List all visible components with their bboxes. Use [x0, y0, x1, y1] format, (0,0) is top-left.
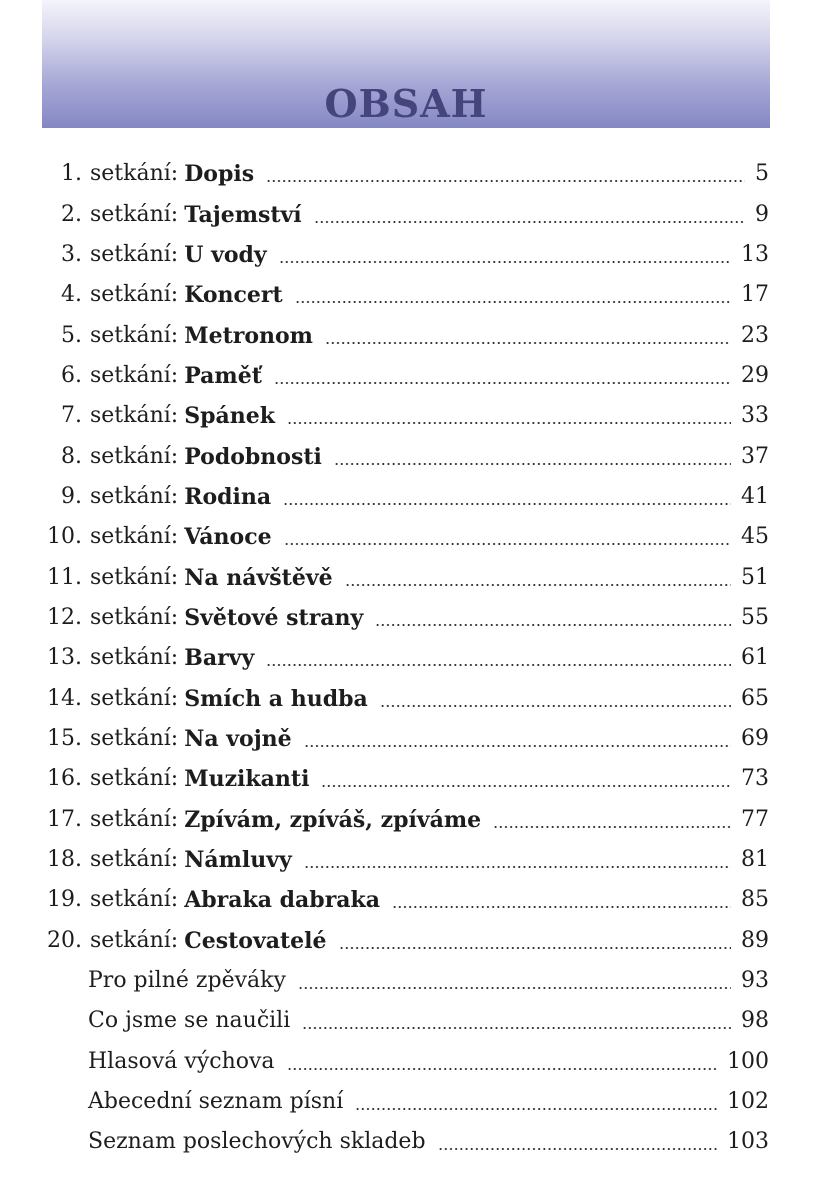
leader-dots	[355, 1108, 717, 1110]
entry-number: 11.	[47, 564, 82, 590]
entry-number: 20.	[47, 927, 82, 953]
toc-row-appendix[interactable]	[0, 1001, 819, 1041]
toc-row[interactable]	[0, 194, 819, 234]
entry-page: 98	[741, 1008, 769, 1034]
leader-dots	[279, 261, 731, 263]
leader-dots	[334, 463, 731, 465]
entry-prefix: setkání:	[90, 887, 179, 913]
toc-row[interactable]	[0, 598, 819, 638]
entry-page: 73	[741, 766, 769, 792]
entry-title: Abecední seznam písní	[88, 1089, 344, 1115]
entry-page: 37	[741, 443, 769, 469]
entry-title: Pro pilné zpěváky	[88, 968, 286, 994]
entry-page: 65	[741, 685, 769, 711]
entry-title: Co jsme se naučili	[88, 1008, 291, 1034]
leader-dots	[375, 624, 731, 626]
entry-title: Tajemství	[184, 201, 302, 228]
entry-page: 29	[741, 362, 769, 388]
leader-dots	[321, 785, 731, 787]
entry-prefix: setkání:	[90, 685, 179, 711]
entry-prefix: setkání:	[90, 362, 179, 388]
leader-dots	[304, 745, 731, 747]
entry-title: Hlasová výchova	[88, 1048, 275, 1074]
entry-prefix: setkání:	[90, 847, 179, 873]
entry-number: 16.	[47, 766, 82, 792]
entry-number: 12.	[47, 604, 82, 630]
entry-prefix: setkání:	[90, 766, 179, 792]
toc-row[interactable]	[0, 235, 819, 275]
entry-prefix: setkání:	[90, 564, 179, 590]
entry-prefix: setkání:	[90, 927, 179, 953]
entry-prefix: setkání:	[90, 443, 179, 469]
entry-title: Muzikanti	[184, 766, 310, 793]
entry-number: 14.	[47, 685, 82, 711]
entry-prefix: setkání:	[90, 322, 179, 348]
toc-row[interactable]	[0, 396, 819, 436]
entry-number: 5.	[61, 322, 82, 348]
entry-number: 8.	[61, 443, 82, 469]
entry-number: 10.	[47, 524, 82, 550]
entry-title: Námluvy	[184, 847, 292, 874]
entry-prefix: setkání:	[90, 524, 179, 550]
leader-dots	[298, 987, 731, 989]
entry-number: 7.	[61, 403, 82, 429]
toc-row[interactable]	[0, 436, 819, 476]
entry-title: Smích a hudba	[184, 685, 368, 712]
entry-title: Světové strany	[184, 604, 364, 631]
leader-dots	[493, 826, 731, 828]
leader-dots	[284, 543, 731, 545]
entry-page: 77	[741, 806, 769, 832]
entry-page: 9	[755, 201, 769, 227]
leader-dots	[438, 1148, 717, 1150]
entry-title: Abraka dabraka	[184, 887, 381, 914]
leader-dots	[302, 1027, 731, 1029]
toc-row[interactable]	[0, 557, 819, 597]
toc-row-appendix[interactable]	[0, 961, 819, 1001]
entry-number: 17.	[47, 806, 82, 832]
entry-number: 6.	[61, 362, 82, 388]
entry-page: 23	[741, 322, 769, 348]
entry-prefix: setkání:	[90, 161, 179, 187]
entry-page: 33	[741, 403, 769, 429]
toc-row[interactable]	[0, 477, 819, 517]
toc-row-appendix[interactable]	[0, 1042, 819, 1082]
entry-title: Seznam poslechových skladeb	[88, 1129, 426, 1155]
entry-title: Barvy	[184, 645, 255, 672]
entry-title: Paměť	[184, 362, 262, 389]
entry-prefix: setkání:	[90, 241, 179, 267]
entry-title: Podobnosti	[184, 443, 322, 470]
leader-dots	[314, 221, 745, 223]
toc-row[interactable]	[0, 356, 819, 396]
toc-row[interactable]	[0, 921, 819, 961]
entry-title: Spánek	[184, 403, 275, 430]
entry-page: 51	[741, 564, 769, 590]
table-of-contents	[0, 154, 819, 1163]
leader-dots	[266, 664, 731, 666]
entry-number: 4.	[61, 282, 82, 308]
entry-page: 13	[741, 241, 769, 267]
entry-number: 18.	[47, 847, 82, 873]
entry-page: 55	[741, 604, 769, 630]
entry-page: 69	[741, 725, 769, 751]
entry-number: 9.	[61, 483, 82, 509]
leader-dots	[266, 180, 745, 182]
leader-dots	[392, 906, 731, 908]
toc-row[interactable]	[0, 719, 819, 759]
leader-dots	[287, 422, 731, 424]
toc-row[interactable]	[0, 880, 819, 920]
toc-row[interactable]	[0, 678, 819, 718]
entry-prefix: setkání:	[90, 483, 179, 509]
entry-title: Vánoce	[184, 524, 272, 551]
toc-row[interactable]	[0, 275, 819, 315]
entry-prefix: setkání:	[90, 725, 179, 751]
entry-page: 102	[727, 1089, 769, 1115]
toc-row[interactable]	[0, 154, 819, 194]
entry-prefix: setkání:	[90, 201, 179, 227]
toc-row-appendix[interactable]	[0, 1082, 819, 1122]
toc-row[interactable]	[0, 759, 819, 799]
entry-title: Koncert	[184, 282, 283, 309]
toc-row-appendix[interactable]	[0, 1122, 819, 1162]
entry-title: Metronom	[184, 322, 313, 349]
entry-title: Na návštěvě	[184, 564, 333, 591]
entry-prefix: setkání:	[90, 645, 179, 671]
leader-dots	[380, 705, 731, 707]
leader-dots	[339, 947, 732, 949]
entry-number: 19.	[47, 887, 82, 913]
entry-page: 41	[741, 483, 769, 509]
entry-prefix: setkání:	[90, 806, 179, 832]
toc-row[interactable]	[0, 800, 819, 840]
leader-dots	[345, 584, 731, 586]
leader-dots	[304, 866, 731, 868]
entry-page: 45	[741, 524, 769, 550]
entry-page: 100	[727, 1048, 769, 1074]
entry-number: 13.	[47, 645, 82, 671]
entry-prefix: setkání:	[90, 604, 179, 630]
entry-prefix: setkání:	[90, 282, 179, 308]
header-banner	[42, 0, 770, 128]
entry-number: 1.	[61, 161, 82, 187]
entry-page: 93	[741, 968, 769, 994]
entry-title: U vody	[184, 241, 267, 268]
entry-page: 89	[741, 927, 769, 953]
toc-row[interactable]	[0, 517, 819, 557]
leader-dots	[274, 382, 731, 384]
entry-number: 3.	[61, 241, 82, 267]
toc-row[interactable]	[0, 315, 819, 355]
entry-title: Dopis	[184, 161, 255, 188]
leader-dots	[283, 503, 731, 505]
entry-title: Rodina	[184, 483, 272, 510]
toc-row[interactable]	[0, 638, 819, 678]
leader-dots	[295, 301, 731, 303]
entry-number: 2.	[61, 201, 82, 227]
entry-page: 85	[741, 887, 769, 913]
entry-title: Zpívám, zpíváš, zpíváme	[184, 806, 482, 833]
entry-page: 103	[727, 1129, 769, 1155]
entry-number: 15.	[47, 725, 82, 751]
entry-page: 81	[741, 847, 769, 873]
entry-page: 61	[741, 645, 769, 671]
leader-dots	[325, 342, 731, 344]
entry-title: Cestovatelé	[184, 927, 327, 954]
page-title: OBSAH	[324, 81, 488, 126]
toc-row[interactable]	[0, 840, 819, 880]
entry-title: Na vojně	[184, 725, 292, 752]
entry-page: 5	[755, 161, 769, 187]
leader-dots	[287, 1068, 717, 1070]
entry-prefix: setkání:	[90, 403, 179, 429]
entry-page: 17	[741, 282, 769, 308]
